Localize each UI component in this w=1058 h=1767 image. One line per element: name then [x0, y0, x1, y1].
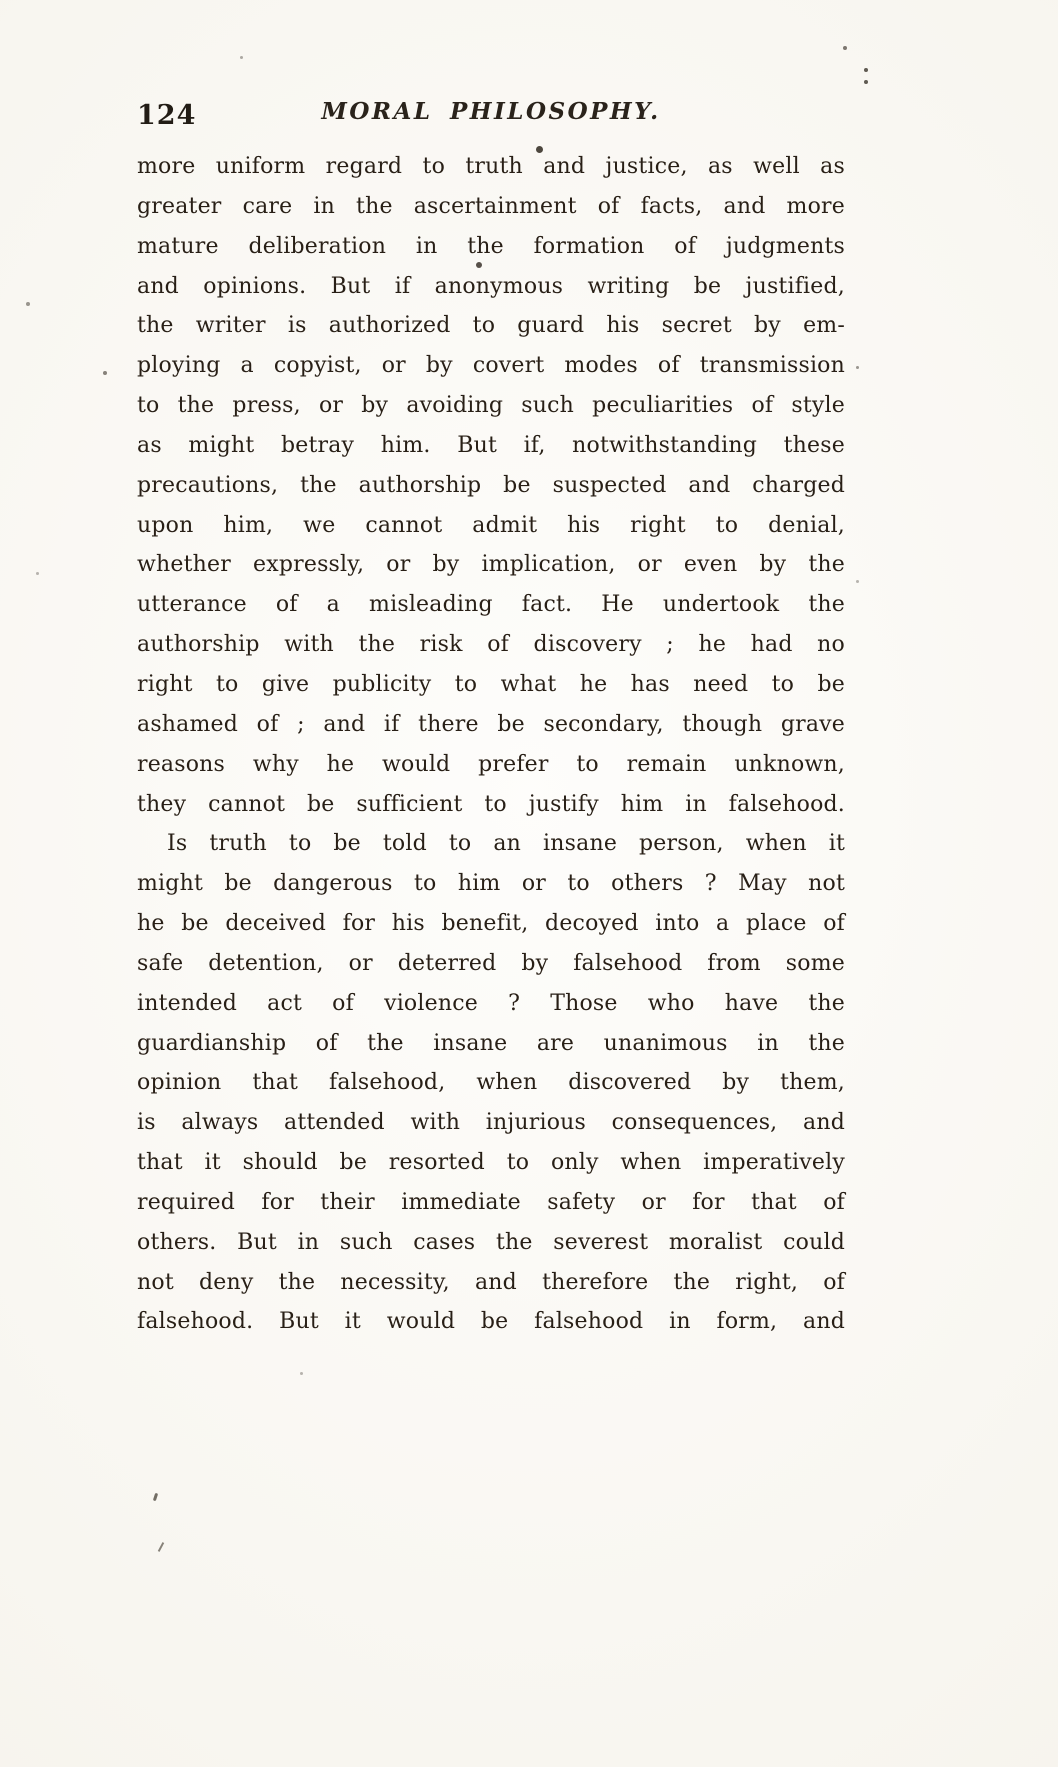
- text-line: safe detention, or deterred by falsehood from some: [137, 950, 845, 976]
- text-line: mature deliberation in the formation of judgments: [137, 233, 845, 259]
- page-number: 124: [137, 100, 197, 131]
- scan-artifact: [158, 1542, 164, 1552]
- text-line: whether expressly, or by implication, or even by the: [137, 552, 845, 578]
- scan-artifact: [36, 572, 39, 575]
- text-line: reasons why he would prefer to remain unknown,: [137, 751, 845, 777]
- text-line: might be dangerous to him or to others ? May not: [137, 871, 845, 897]
- scan-artifact: [856, 366, 859, 369]
- text-line: ashamed of ; and if there be secondary, though grave: [137, 711, 845, 737]
- scan-artifact: [856, 580, 859, 583]
- text-line: right to give publicity to what he has need to be: [137, 671, 845, 697]
- scan-artifact: [864, 68, 868, 72]
- text-line: guardianship of the insane are unanimous in the: [137, 1030, 845, 1056]
- text-line: they cannot be sufficient to justify him in falsehood.: [137, 791, 845, 817]
- text-line: to the press, or by avoiding such peculiarities of style: [137, 393, 845, 419]
- running-title: MORAL PHILOSOPHY.: [321, 98, 661, 125]
- scan-artifact: [240, 56, 243, 59]
- text-line: utterance of a misleading fact. He undertook the: [137, 592, 845, 618]
- text-line: and opinions. But if anonymous writing be justified,: [137, 273, 845, 299]
- text-line: as might betray him. But if, notwithstanding these: [137, 432, 845, 458]
- text-line: he be deceived for his benefit, decoyed into a place of: [137, 911, 845, 937]
- scan-artifact: [843, 46, 847, 50]
- scan-artifact: [103, 371, 107, 375]
- text-line: the writer is authorized to guard his secret by em-: [137, 313, 845, 339]
- text-line: greater care in the ascertainment of facts, and more: [137, 193, 845, 219]
- text-line: is always attended with injurious consequences, and: [137, 1110, 845, 1136]
- page-body: [137, 147, 845, 1342]
- scan-artifact: [864, 80, 868, 84]
- text-line: not deny the necessity, and therefore the right, of: [137, 1269, 845, 1295]
- text-line: falsehood. But it would be falsehood in form, and: [137, 1309, 845, 1335]
- text-line: authorship with the risk of discovery ; he had no: [137, 632, 845, 658]
- scan-artifact: [26, 302, 30, 306]
- text-line: ploying a copyist, or by covert modes of transmission: [137, 353, 845, 379]
- page-header: [137, 98, 845, 138]
- text-line: others. But in such cases the severest moralist could: [137, 1229, 845, 1255]
- text-line: that it should be resorted to only when imperatively: [137, 1150, 845, 1176]
- text-line: required for their immediate safety or for that of: [137, 1189, 845, 1215]
- text-line: upon him, we cannot admit his right to denial,: [137, 512, 845, 538]
- text-line: precautions, the authorship be suspected and charged: [137, 472, 845, 498]
- text-line: opinion that falsehood, when discovered by them,: [137, 1070, 845, 1096]
- text-line: Is truth to be told to an insane person, when it: [167, 831, 845, 857]
- scan-artifact: [153, 1493, 158, 1502]
- text-line: more uniform regard to truth and justice, as well as: [137, 154, 845, 179]
- text-line: intended act of violence ? Those who have the: [137, 990, 845, 1016]
- scan-artifact: [300, 1372, 303, 1375]
